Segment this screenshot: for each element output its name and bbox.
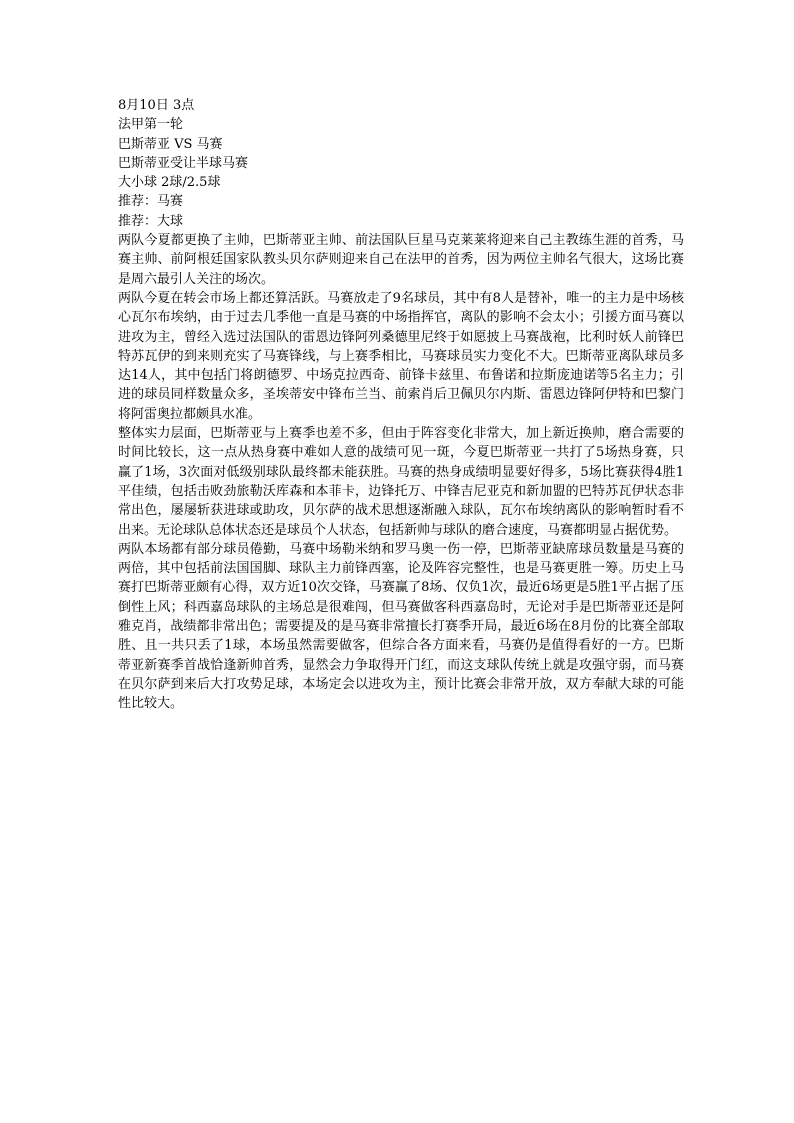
match-date-time: 8月10日 3点 [118, 98, 195, 113]
document-page [118, 96, 684, 714]
over-under-line: 大小球 2球/2.5球 [118, 175, 221, 191]
paragraph-overall-strength: 整体实力层面，巴斯蒂亚与上赛季也差不多，但由于阵容变化非常大，加上新近换帅，磨合需要的时间比较长，这一点从热身赛中难如人意的战绩可见一斑，今夏巴斯蒂亚一共打了5场热身赛，只赢了1场，3次面对低级别球队最终都未能获胜。马赛的热身成绩明显要好得多，5场比赛获得4胜1平佳绩，包括击败劲旅勒沃库森和本菲卡，边锋托万、中锋吉尼亚克和新加盟的巴特苏瓦伊状态非常出色，屡屡斩获进球或助攻，贝尔萨的战术思想逐渐融入球队，瓦尔布埃纳离队的影响暂时看不出来。无论球队总体状态还是球员个人状态，包括新帅与球队的磨合速度，马赛都明显占据优势。 [118, 426, 684, 538]
paragraph-transfers: 两队今夏在转会市场上都还算活跃。马赛放走了9名球员，其中有8人是替补，唯一的主力是中场核心瓦尔布埃纳，由于过去几季他一直是马赛的中场指挥官，离队的影响不会太小；引援方面马赛以进攻为主，曾经入选过法国队的雷恩边锋阿列桑德里尼终于如愿披上马赛战袍，比利时妖人前锋巴特苏瓦伊的到来则充实了马赛锋线，与上赛季相比，马赛球员实力变化不大。巴斯蒂亚离队球员多达14人，其中包括门将朗德罗、中场克拉西奇、前锋卡兹里、布鲁诺和拉斯庞迪诺等5名主力；引进的球员同样数量众多，圣埃蒂安中锋布兰当、前索肖后卫佩贝尔内斯、雷恩边锋阿伊特和巴黎门将阿雷奥拉都颇具水准。 [118, 290, 684, 422]
recommendation-result: 推荐：马赛 [118, 194, 184, 210]
recommendation-goals: 推荐：大球 [118, 213, 184, 229]
league-round: 法甲第一轮 [118, 117, 184, 133]
match-title: 巴斯蒂亚 VS 马赛 [118, 136, 223, 152]
paragraph-absences-history: 两队本场都有部分球员倦勤，马赛中场勒米纳和罗马奥一伤一停，巴斯蒂亚缺席球员数量是马赛的两倍，其中包括前法国国脚、球队主力前锋西塞，论及阵容完整性，也是马赛更胜一筹。历史上马赛打巴斯蒂亚颇有心得，双方近10次交锋，马赛赢了8场、仅负1次，最近6场更是5胜1平占据了压倒性上风；科西嘉岛球队的主场总是很难闯，但马赛做客科西嘉岛时，无论对手是巴斯蒂亚还是阿雅克肖，战绩都非常出色；需要提及的是马赛非常擅长打赛季开局，最近6场在8月份的比赛全部取胜、且一共只丢了1球，本场虽然需要做客，但综合各方面来看，马赛仍是值得看好的一方。巴斯蒂亚新赛季首战恰逢新帅首秀，显然会力争取得开门红，而这支球队传统上就是攻强守弱，而马赛在贝尔萨到来后大打攻势足球，本场定会以进攻为主，预计比赛会非常开放，双方奉献大球的可能性比较大。 [118, 541, 684, 712]
handicap-line: 巴斯蒂亚受让半球马赛 [118, 155, 249, 171]
paragraph-coaches: 两队今夏都更换了主帅，巴斯蒂亚主帅、前法国队巨星马克莱莱将迎来自己主教练生涯的首秀，马赛主帅、前阿根廷国家队教头贝尔萨则迎来自己在法甲的首秀，因为两位主帅名气很大，这场比赛是周六最引人关注的场次。 [118, 233, 684, 287]
